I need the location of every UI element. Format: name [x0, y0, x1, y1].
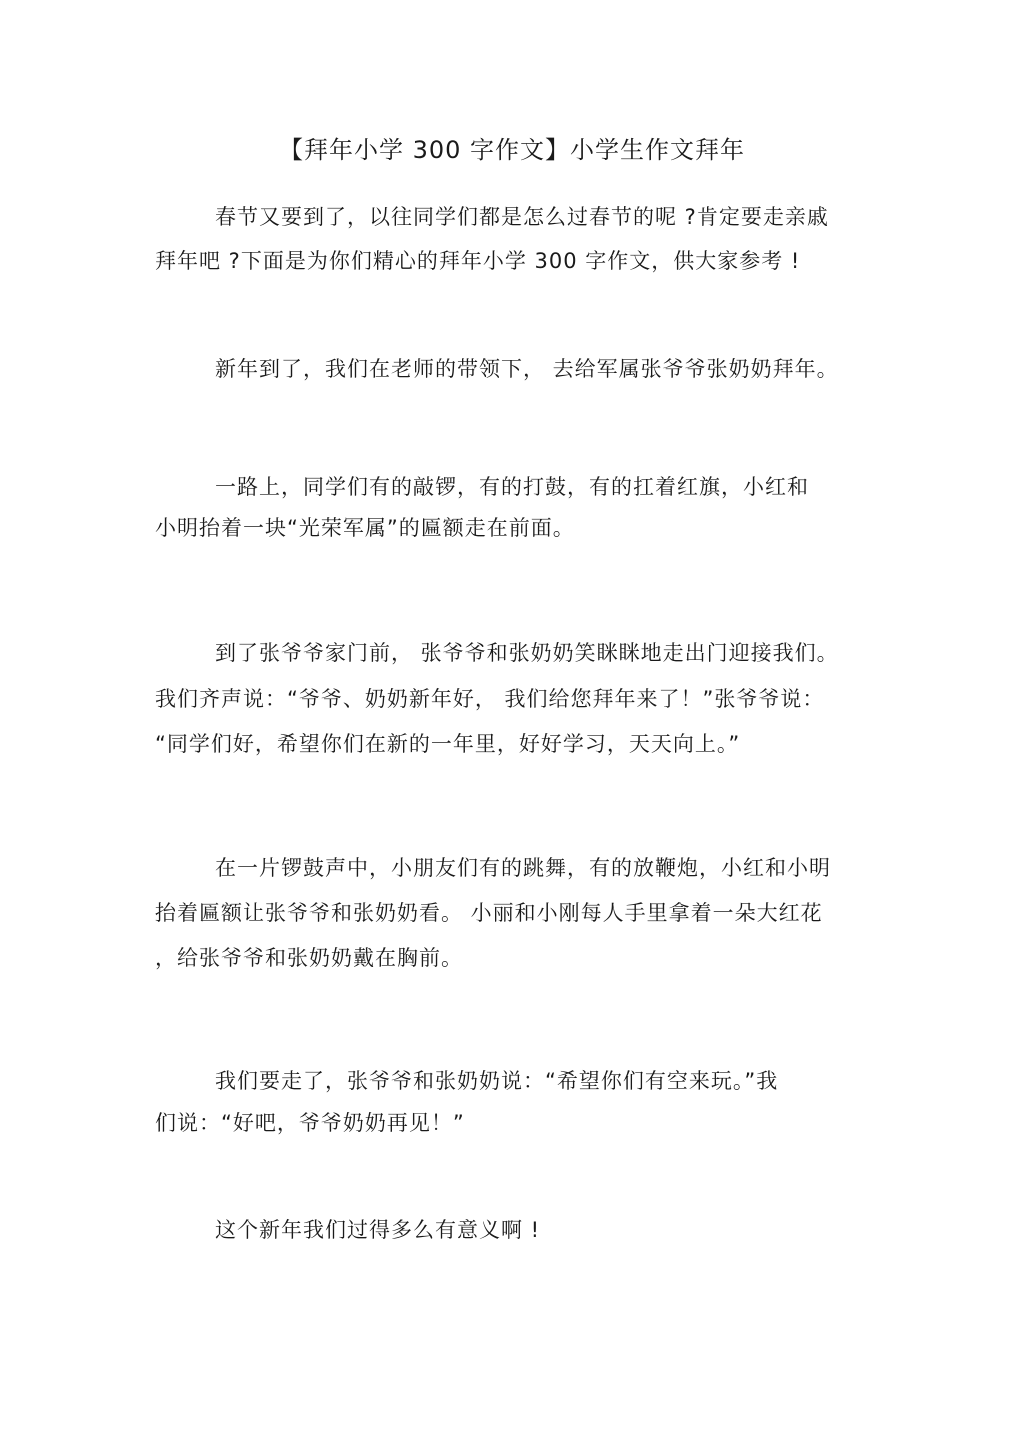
paragraph-5-line-2: 抬着匾额让张爷爷和张奶奶看。 小丽和小刚每人手里拿着一朵大红花 [155, 901, 823, 925]
paragraph-5-line-1: 在一片锣鼓声中，小朋友们有的跳舞，有的放鞭炮，小红和小明 [215, 856, 831, 880]
paragraph-4-line-3: “同学们好，希望你们在新的一年里，好好学习，天天向上。” [155, 732, 741, 756]
paragraph-4-line-1: 到了张爷爷家门前， 张爷爷和张奶奶笑眯眯地走出门迎接我们。 [215, 641, 839, 665]
paragraph-7-line-1: 这个新年我们过得多么有意义啊 ! [215, 1218, 541, 1242]
paragraph-1-line-1: 春节又要到了，以往同学们都是怎么过春节的呢 ?肯定要走亲戚 [215, 205, 829, 229]
paragraph-6-line-1: 我们要走了，张爷爷和张奶奶说：“希望你们有空来玩。”我 [215, 1069, 779, 1093]
paragraph-3-line-2: 小明抬着一块“光荣军属”的匾额走在前面。 [155, 516, 575, 540]
paragraph-6-line-2: 们说：“好吧，爷爷奶奶再见！” [155, 1111, 465, 1135]
paragraph-2-line-1: 新年到了，我们在老师的带领下， 去给军属张爷爷张奶奶拜年。 [215, 357, 839, 381]
document-title: 【拜年小学 300 字作文】小学生作文拜年 [278, 136, 746, 164]
paragraph-4-line-2: 我们齐声说：“爷爷、奶奶新年好， 我们给您拜年来了！”张爷爷说： [155, 687, 825, 711]
paragraph-1-line-2: 拜年吧 ?下面是为你们精心的拜年小学 300 字作文，供大家参考 ! [155, 249, 801, 273]
paragraph-5-line-3: ，给张爷爷和张奶奶戴在胸前。 [155, 946, 463, 970]
paragraph-3-line-1: 一路上，同学们有的敲锣，有的打鼓，有的扛着红旗，小红和 [215, 475, 809, 499]
